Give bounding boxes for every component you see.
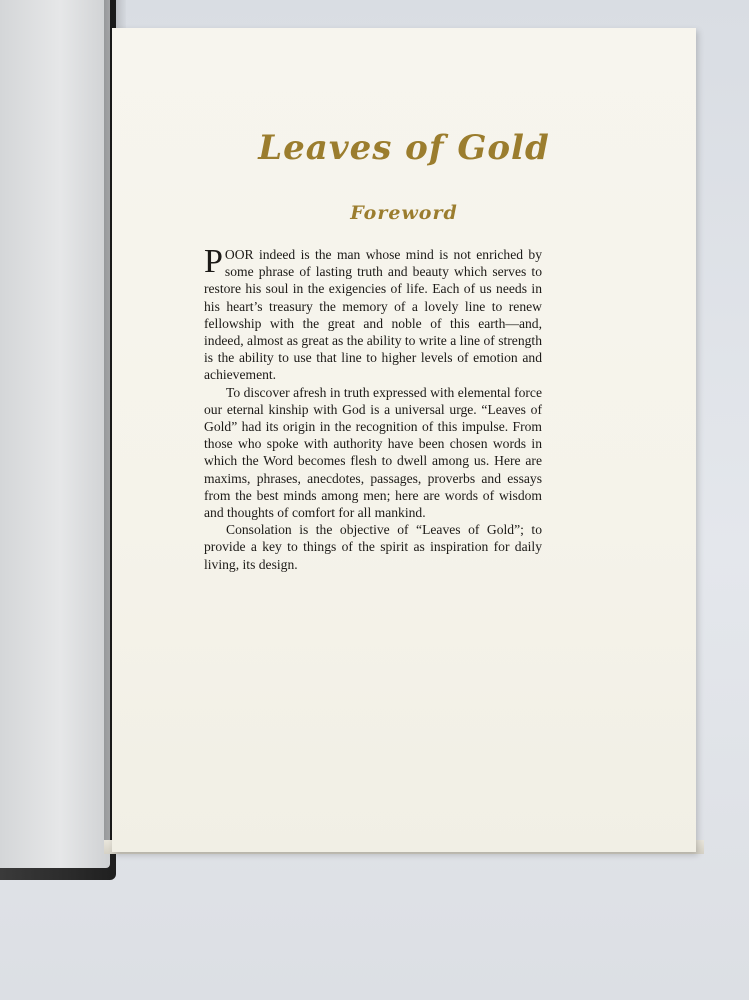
book-title: Leaves of Gold (258, 128, 550, 168)
foreword-paragraph-2: To discover afresh in truth expressed with elemental force our eternal kinship with God is a universal urge. “Leaves of Gold” had its origin in the recognition of this impulse. From those who spoke with authority have been chosen words in which the Word becomes flesh to dwell among us. Here are maxims, phrases, anecdotes, passages, proverbs and essays from the best minds among men; here are words of wisdom and thoughts of comfort for all mankind. (204, 384, 542, 521)
right-page (112, 28, 696, 852)
paragraph-1-text: OOR indeed is the man whose mind is not enriched by some phrase of lasting truth and beauty which serves to restore his soul in the exigencies of life. Each of us needs in his heart’s treasury the memory of a lovely line to renew fellowship with the great and noble of this earth—and, indeed, almost as great as the ability to write a line of strength is the ability to use that line to higher levels of emotion and achievement. (204, 247, 542, 383)
drop-cap: P (204, 243, 223, 280)
foreword-paragraph-3: Consolation is the objective of “Leaves of Gold”; to provide a key to things of the spirit as inspiration for daily living, its design. (204, 522, 542, 572)
left-page (0, 0, 110, 868)
foreword-body (204, 243, 542, 573)
foreword-paragraph-1 (204, 243, 542, 384)
section-heading: Foreword (350, 202, 458, 224)
